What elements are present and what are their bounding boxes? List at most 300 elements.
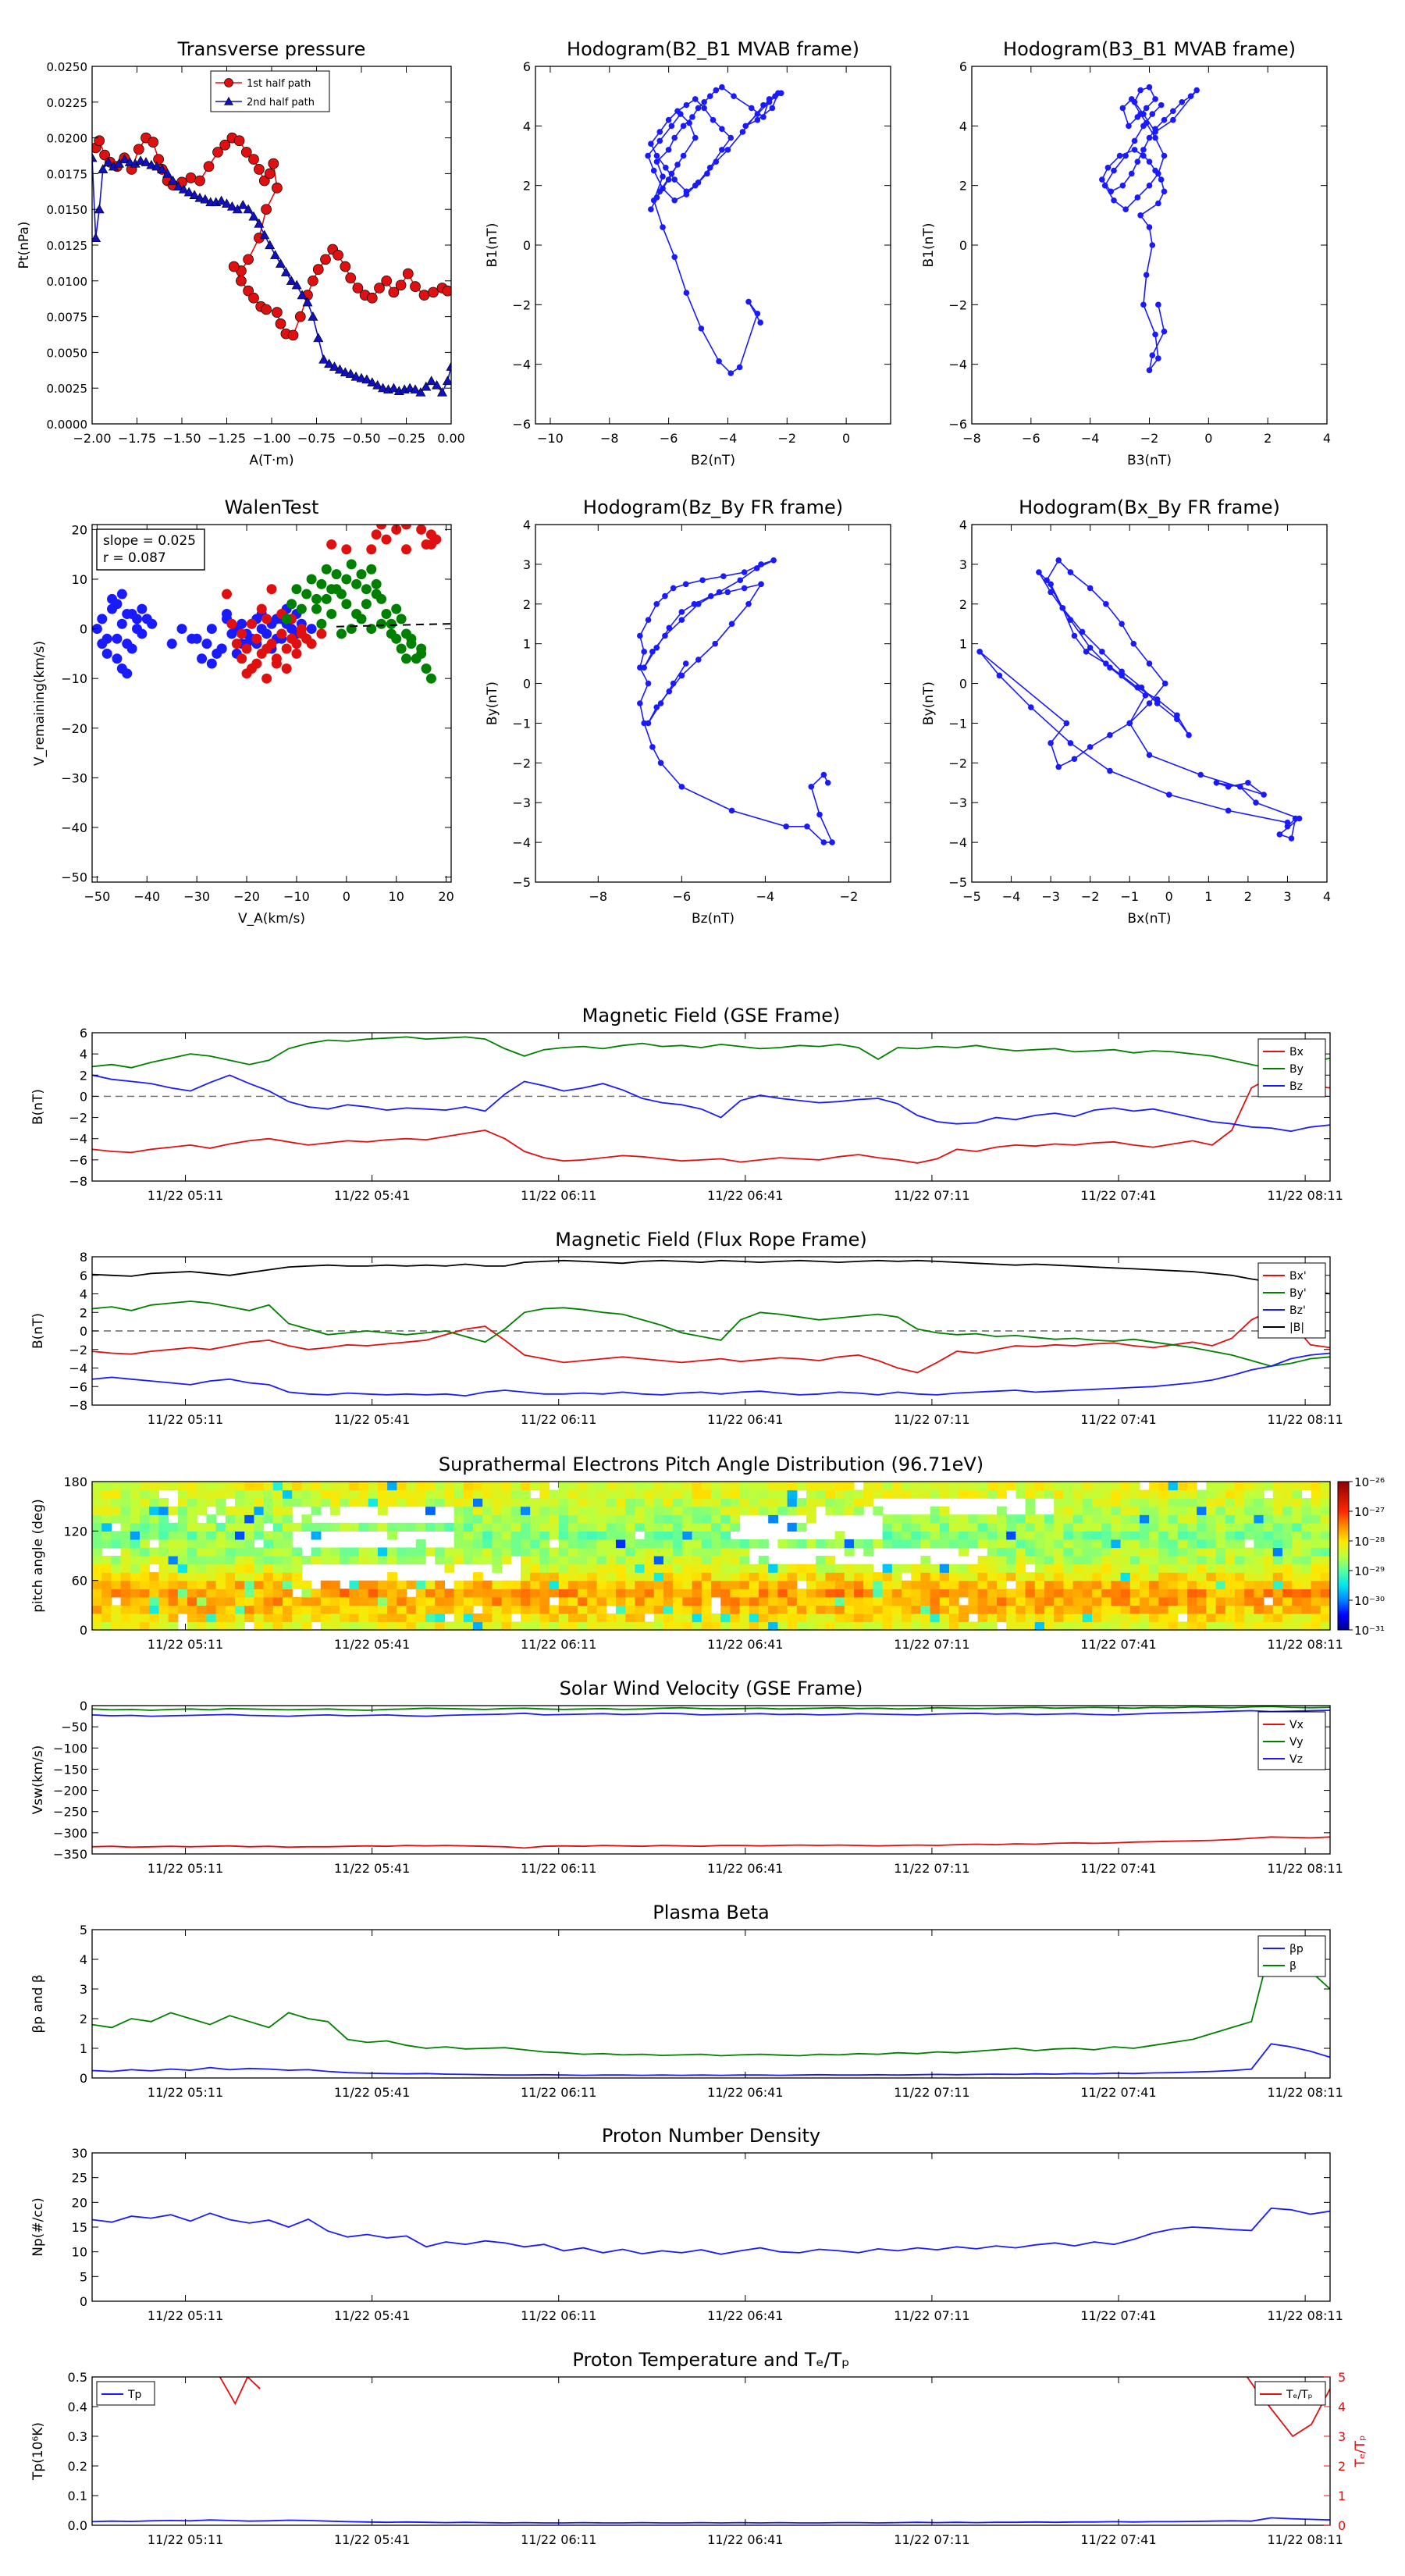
heatmap-cell — [1216, 1589, 1226, 1597]
heatmap-cell — [1311, 1572, 1321, 1581]
heatmap-cell — [768, 1597, 778, 1606]
heatmap-cell — [397, 1482, 407, 1490]
heatmap-cell — [616, 1547, 626, 1556]
heatmap-cell — [863, 1482, 873, 1490]
heatmap-cell — [1054, 1564, 1064, 1573]
y-tick-label: 3 — [79, 1982, 87, 1997]
heatmap-cell — [1054, 1605, 1064, 1614]
y-right-tick-label: 2 — [1338, 2459, 1346, 2474]
heatmap-cell — [1073, 1564, 1083, 1573]
heatmap-cell — [1111, 1490, 1121, 1499]
heatmap-cell — [1301, 1531, 1311, 1539]
heatmap-cell — [273, 1547, 283, 1556]
heatmap-cell — [216, 1556, 226, 1564]
heatmap-cell — [539, 1523, 550, 1532]
heatmap-cell — [635, 1490, 645, 1499]
heatmap-cell — [978, 1490, 988, 1499]
heatmap-cell — [1321, 1597, 1331, 1606]
heatmap-cell — [187, 1523, 197, 1532]
heatmap-cell — [749, 1507, 759, 1515]
heatmap-cell — [902, 1531, 912, 1539]
heatmap-cell — [1244, 1507, 1254, 1515]
heatmap-cell — [597, 1523, 607, 1532]
heatmap-cell — [759, 1572, 769, 1581]
y-right-axis-label: Tₑ/Tₚ — [1353, 2435, 1368, 2467]
x-tick-label: −6 — [1022, 431, 1040, 446]
heatmap-cell — [539, 1564, 550, 1573]
plot-area — [92, 1037, 1330, 1163]
data-point — [267, 584, 277, 594]
data-point — [731, 93, 737, 99]
data-point — [301, 589, 311, 600]
heatmap-cell — [101, 1564, 112, 1573]
heatmap-cell — [121, 1597, 131, 1606]
heatmap-cell — [321, 1556, 331, 1564]
heatmap-cell — [587, 1531, 597, 1539]
heatmap-cell — [1197, 1556, 1207, 1564]
heatmap-cell — [121, 1572, 131, 1581]
heatmap-cell — [121, 1614, 131, 1622]
y-tick-label: 25 — [71, 2170, 87, 2186]
chart-title: WalenTest — [224, 496, 319, 518]
heatmap-cell — [130, 1614, 140, 1622]
heatmap-cell — [1063, 1507, 1073, 1515]
heatmap-cell — [645, 1531, 655, 1539]
heatmap-cell — [568, 1523, 578, 1532]
heatmap-cell — [978, 1614, 988, 1622]
heatmap-cell — [111, 1605, 121, 1614]
heatmap-cell — [1168, 1498, 1179, 1507]
x-tick-label: 11/22 06:41 — [707, 1861, 784, 1876]
heatmap-cell — [407, 1605, 417, 1614]
heatmap-cell — [559, 1539, 569, 1548]
heatmap-cell — [1149, 1507, 1159, 1515]
heatmap-cell — [550, 1556, 560, 1564]
heatmap-cell — [873, 1581, 883, 1589]
heatmap-cell — [502, 1490, 512, 1499]
data-point — [426, 529, 436, 539]
chart-pitch-angle-distribution — [30, 1453, 1385, 1652]
heatmap-cell — [978, 1581, 988, 1589]
heatmap-cell — [1044, 1589, 1055, 1597]
heatmap-cell — [1225, 1547, 1236, 1556]
heatmap-cell — [997, 1547, 1007, 1556]
heatmap-cell — [340, 1597, 350, 1606]
heatmap-cell — [1035, 1539, 1045, 1548]
heatmap-cell — [578, 1498, 588, 1507]
series-line — [92, 1944, 1330, 2056]
legend-label: By — [1289, 1063, 1304, 1076]
data-point — [251, 659, 261, 669]
heatmap-cell — [578, 1482, 588, 1490]
plot-area — [92, 1706, 1330, 1848]
heatmap-cell — [387, 1490, 397, 1499]
heatmap-cell — [645, 1597, 655, 1606]
heatmap-cell — [416, 1482, 426, 1490]
heatmap-cell — [321, 1621, 331, 1630]
heatmap-cell — [578, 1514, 588, 1523]
heatmap-cell — [254, 1564, 264, 1573]
heatmap-cell — [101, 1539, 112, 1548]
heatmap-cell — [206, 1556, 216, 1564]
heatmap-cell — [720, 1514, 731, 1523]
heatmap-cell — [749, 1589, 759, 1597]
heatmap-cell — [92, 1572, 102, 1581]
data-point — [316, 579, 326, 589]
heatmap-cell — [788, 1589, 798, 1597]
y-axis-label: B(nT) — [30, 1312, 46, 1350]
heatmap-cell — [625, 1621, 635, 1630]
data-point — [197, 653, 207, 664]
heatmap-cell — [511, 1597, 521, 1606]
heatmap-cell — [768, 1482, 778, 1490]
heatmap-cell — [521, 1514, 531, 1523]
heatmap-cell — [797, 1564, 807, 1573]
heatmap-cell — [1321, 1482, 1331, 1490]
heatmap-cell — [1282, 1523, 1293, 1532]
heatmap-cell — [301, 1490, 311, 1499]
heatmap-cell — [682, 1572, 692, 1581]
heatmap-cell — [645, 1621, 655, 1630]
heatmap-cell — [1158, 1539, 1168, 1548]
heatmap-cell — [92, 1490, 102, 1499]
heatmap-cell — [330, 1498, 340, 1507]
heatmap-cell — [997, 1556, 1007, 1564]
heatmap-cell — [616, 1531, 626, 1539]
heatmap-cell — [587, 1572, 597, 1581]
heatmap-cell — [1016, 1597, 1026, 1606]
heatmap-cell — [1168, 1531, 1179, 1539]
heatmap-cell — [940, 1514, 950, 1523]
heatmap-cell — [368, 1482, 379, 1490]
data-point — [122, 668, 132, 678]
heatmap-cell — [121, 1556, 131, 1564]
heatmap-cell — [1216, 1507, 1226, 1515]
heatmap-cell — [1158, 1490, 1168, 1499]
y-right-tick-label: 0 — [1338, 2518, 1346, 2533]
heatmap-cell — [1158, 1605, 1168, 1614]
heatmap-cell — [959, 1514, 969, 1523]
heatmap-cell — [321, 1490, 331, 1499]
heatmap-cell — [1006, 1482, 1016, 1490]
heatmap-cell — [720, 1621, 731, 1630]
heatmap-cell — [502, 1539, 512, 1548]
heatmap-cell — [911, 1621, 921, 1630]
heatmap-cell — [130, 1514, 140, 1523]
heatmap-cell — [1168, 1581, 1179, 1589]
y-tick-label: 2 — [959, 596, 967, 612]
heatmap-cell — [158, 1614, 169, 1622]
y-tick-label: −6 — [69, 1379, 87, 1395]
heatmap-cell — [1130, 1556, 1140, 1564]
heatmap-cell — [1035, 1490, 1045, 1499]
data-point — [386, 628, 397, 639]
x-tick-label: −3 — [1041, 889, 1060, 904]
heatmap-cell — [730, 1614, 740, 1622]
heatmap-cell — [702, 1507, 712, 1515]
chart-proton-number-density — [30, 2125, 1343, 2323]
heatmap-cell — [330, 1507, 340, 1515]
heatmap-cell — [749, 1597, 759, 1606]
heatmap-cell — [292, 1523, 302, 1532]
heatmap-cell — [235, 1556, 245, 1564]
heatmap-cell — [1187, 1589, 1197, 1597]
heatmap-cell — [835, 1498, 845, 1507]
heatmap-cell — [578, 1581, 588, 1589]
data-point — [1048, 589, 1054, 596]
heatmap-cell — [92, 1482, 102, 1490]
heatmap-cell — [1044, 1539, 1055, 1548]
x-tick-label: 1 — [1204, 889, 1213, 904]
heatmap-cell — [416, 1614, 426, 1622]
heatmap-cell — [1035, 1597, 1045, 1606]
heatmap-cell — [158, 1621, 169, 1630]
heatmap-cell — [149, 1597, 159, 1606]
heatmap-cell — [1073, 1507, 1083, 1515]
x-tick-label: 11/22 06:11 — [521, 1412, 597, 1427]
data-point — [1107, 732, 1113, 738]
heatmap-cell — [645, 1539, 655, 1548]
x-tick-label: 2 — [1264, 431, 1272, 446]
heatmap-cell — [235, 1572, 245, 1581]
heatmap-cell — [492, 1597, 502, 1606]
heatmap-cell — [1244, 1621, 1254, 1630]
heatmap-cell — [578, 1564, 588, 1573]
heatmap-cell — [1282, 1498, 1293, 1507]
heatmap-cell — [1073, 1556, 1083, 1564]
heatmap-cell — [321, 1589, 331, 1597]
heatmap-cell — [625, 1605, 635, 1614]
heatmap-cell — [149, 1547, 159, 1556]
heatmap-cell — [1178, 1589, 1188, 1597]
heatmap-cell — [702, 1614, 712, 1622]
heatmap-cell — [797, 1482, 807, 1490]
heatmap-cell — [1016, 1490, 1026, 1499]
data-point — [1072, 633, 1078, 639]
heatmap-cell — [416, 1597, 426, 1606]
heatmap-cell — [539, 1498, 550, 1507]
heatmap-cell — [321, 1605, 331, 1614]
heatmap-cell — [1063, 1589, 1073, 1597]
heatmap-cell — [1206, 1514, 1216, 1523]
heatmap-cell — [359, 1523, 369, 1532]
heatmap-cell — [968, 1589, 978, 1597]
x-tick-label: 2 — [1243, 889, 1252, 904]
heatmap-cell — [673, 1564, 683, 1573]
heatmap-cell — [187, 1482, 197, 1490]
heatmap-cell — [216, 1589, 226, 1597]
heatmap-cell — [788, 1597, 798, 1606]
data-point — [1126, 720, 1133, 727]
heatmap-cell — [550, 1581, 560, 1589]
heatmap-cell — [1140, 1614, 1150, 1622]
legend-label: 2nd half path — [247, 97, 315, 109]
heatmap-cell — [768, 1490, 778, 1499]
heatmap-cell — [1282, 1539, 1293, 1548]
heatmap-cell — [1254, 1572, 1264, 1581]
heatmap-cell — [711, 1514, 721, 1523]
heatmap-cell — [1235, 1614, 1245, 1622]
heatmap-cell — [416, 1523, 426, 1532]
heatmap-cell — [597, 1581, 607, 1589]
data-point — [1107, 768, 1113, 774]
heatmap-cell — [559, 1605, 569, 1614]
heatmap-cell — [425, 1581, 436, 1589]
heatmap-cell — [616, 1490, 626, 1499]
heatmap-cell — [178, 1556, 188, 1564]
heatmap-cell — [1092, 1539, 1102, 1548]
heatmap-cell — [1168, 1490, 1179, 1499]
heatmap-cell — [654, 1614, 664, 1622]
heatmap-cell — [187, 1614, 197, 1622]
data-point — [132, 614, 142, 624]
heatmap-cell — [511, 1621, 521, 1630]
heatmap-cell — [825, 1581, 835, 1589]
data-point — [297, 604, 307, 614]
series-line — [92, 1311, 1330, 1373]
heatmap-cell — [1092, 1581, 1102, 1589]
heatmap-cell — [959, 1564, 969, 1573]
heatmap-cell — [502, 1556, 512, 1564]
heatmap-cell — [1158, 1523, 1168, 1532]
heatmap-cell — [169, 1589, 179, 1597]
data-point — [351, 609, 361, 619]
heatmap-cell — [311, 1531, 322, 1539]
heatmap-cell — [169, 1614, 179, 1622]
heatmap-cell — [730, 1482, 740, 1490]
heatmap-cell — [1111, 1547, 1121, 1556]
data-point — [391, 604, 401, 614]
heatmap-cell — [340, 1556, 350, 1564]
heatmap-cell — [178, 1531, 188, 1539]
heatmap-cell — [825, 1605, 835, 1614]
x-tick-label: −2 — [1140, 431, 1159, 446]
x-tick-label: 11/22 07:11 — [894, 1412, 970, 1427]
heatmap-cell — [597, 1556, 607, 1564]
heatmap-cell — [226, 1621, 236, 1630]
heatmap-cell — [473, 1547, 483, 1556]
data-point — [222, 589, 232, 600]
heatmap-cell — [806, 1514, 816, 1523]
heatmap-cell — [482, 1507, 493, 1515]
heatmap-cell — [1235, 1621, 1245, 1630]
heatmap-cell — [635, 1564, 645, 1573]
heatmap-cell — [273, 1581, 283, 1589]
heatmap-cell — [1073, 1514, 1083, 1523]
data-point — [825, 780, 831, 786]
x-tick-label: −0.25 — [386, 431, 426, 446]
heatmap-cell — [730, 1581, 740, 1589]
data-point — [307, 574, 317, 584]
heatmap-cell — [169, 1581, 179, 1589]
heatmap-cell — [530, 1605, 540, 1614]
data-point — [719, 84, 725, 91]
heatmap-cell — [559, 1589, 569, 1597]
heatmap-cell — [359, 1589, 369, 1597]
heatmap-cell — [920, 1572, 930, 1581]
data-point — [1162, 681, 1168, 687]
heatmap-cell — [254, 1490, 264, 1499]
y-tick-label: −8 — [69, 1174, 87, 1189]
heatmap-cell — [1235, 1490, 1245, 1499]
heatmap-cell — [539, 1581, 550, 1589]
heatmap-cell — [521, 1539, 531, 1548]
heatmap-cell — [616, 1514, 626, 1523]
heatmap-cell — [530, 1498, 540, 1507]
heatmap-cell — [606, 1556, 617, 1564]
heatmap-cell — [1216, 1547, 1226, 1556]
data-point — [401, 544, 411, 554]
data-point — [684, 290, 690, 296]
heatmap-cell — [197, 1507, 207, 1515]
heatmap-cell — [340, 1589, 350, 1597]
heatmap-cell — [206, 1614, 216, 1622]
heatmap-cell — [1292, 1514, 1302, 1523]
heatmap-cell — [169, 1539, 179, 1548]
heatmap-cell — [121, 1539, 131, 1548]
heatmap-cell — [492, 1547, 502, 1556]
series-line — [198, 2359, 261, 2403]
heatmap-cell — [578, 1523, 588, 1532]
heatmap-cell — [711, 1523, 721, 1532]
heatmap-cell — [121, 1589, 131, 1597]
heatmap-cell — [883, 1605, 893, 1614]
heatmap-cell — [625, 1523, 635, 1532]
y-tick-label: 2 — [79, 1068, 87, 1083]
heatmap-cell — [1311, 1531, 1321, 1539]
heatmap-cell — [663, 1621, 674, 1630]
x-tick-label: −50 — [84, 889, 111, 904]
heatmap-cell — [673, 1581, 683, 1589]
heatmap-cell — [330, 1589, 340, 1597]
heatmap-cell — [1026, 1589, 1036, 1597]
heatmap-cell — [635, 1581, 645, 1589]
x-tick-label: 11/22 06:11 — [521, 2085, 597, 2100]
heatmap-cell — [1035, 1523, 1045, 1532]
heatmap-cell — [1235, 1597, 1245, 1606]
heatmap-cell — [158, 1547, 169, 1556]
heatmap-cell — [349, 1581, 359, 1589]
heatmap-cell — [635, 1589, 645, 1597]
heatmap-cell — [187, 1514, 197, 1523]
heatmap-cell — [1121, 1597, 1131, 1606]
y-axis-label: βp and β — [30, 1974, 46, 2033]
data-point — [1111, 168, 1117, 174]
x-tick-label: 0 — [842, 431, 851, 446]
heatmap-cell — [911, 1564, 921, 1573]
heatmap-cell — [730, 1514, 740, 1523]
heatmap-cell — [740, 1589, 750, 1597]
heatmap-cell — [920, 1523, 930, 1532]
heatmap-cell — [1225, 1523, 1236, 1532]
heatmap-cell — [673, 1514, 683, 1523]
heatmap-cell — [330, 1523, 340, 1532]
heatmap-cell — [359, 1621, 369, 1630]
heatmap-cell — [368, 1621, 379, 1630]
x-tick-label: −6 — [659, 431, 678, 446]
heatmap-cell — [1282, 1547, 1293, 1556]
heatmap-cell — [645, 1523, 655, 1532]
heatmap-cell — [883, 1597, 893, 1606]
heatmap-cell — [635, 1597, 645, 1606]
heatmap-cell — [92, 1539, 102, 1548]
y-tick-label: 0.0075 — [46, 310, 87, 325]
heatmap-cell — [511, 1523, 521, 1532]
data-point — [1155, 171, 1161, 177]
data-point — [637, 700, 643, 706]
heatmap-cell — [930, 1597, 941, 1606]
heatmap-cell — [597, 1482, 607, 1490]
